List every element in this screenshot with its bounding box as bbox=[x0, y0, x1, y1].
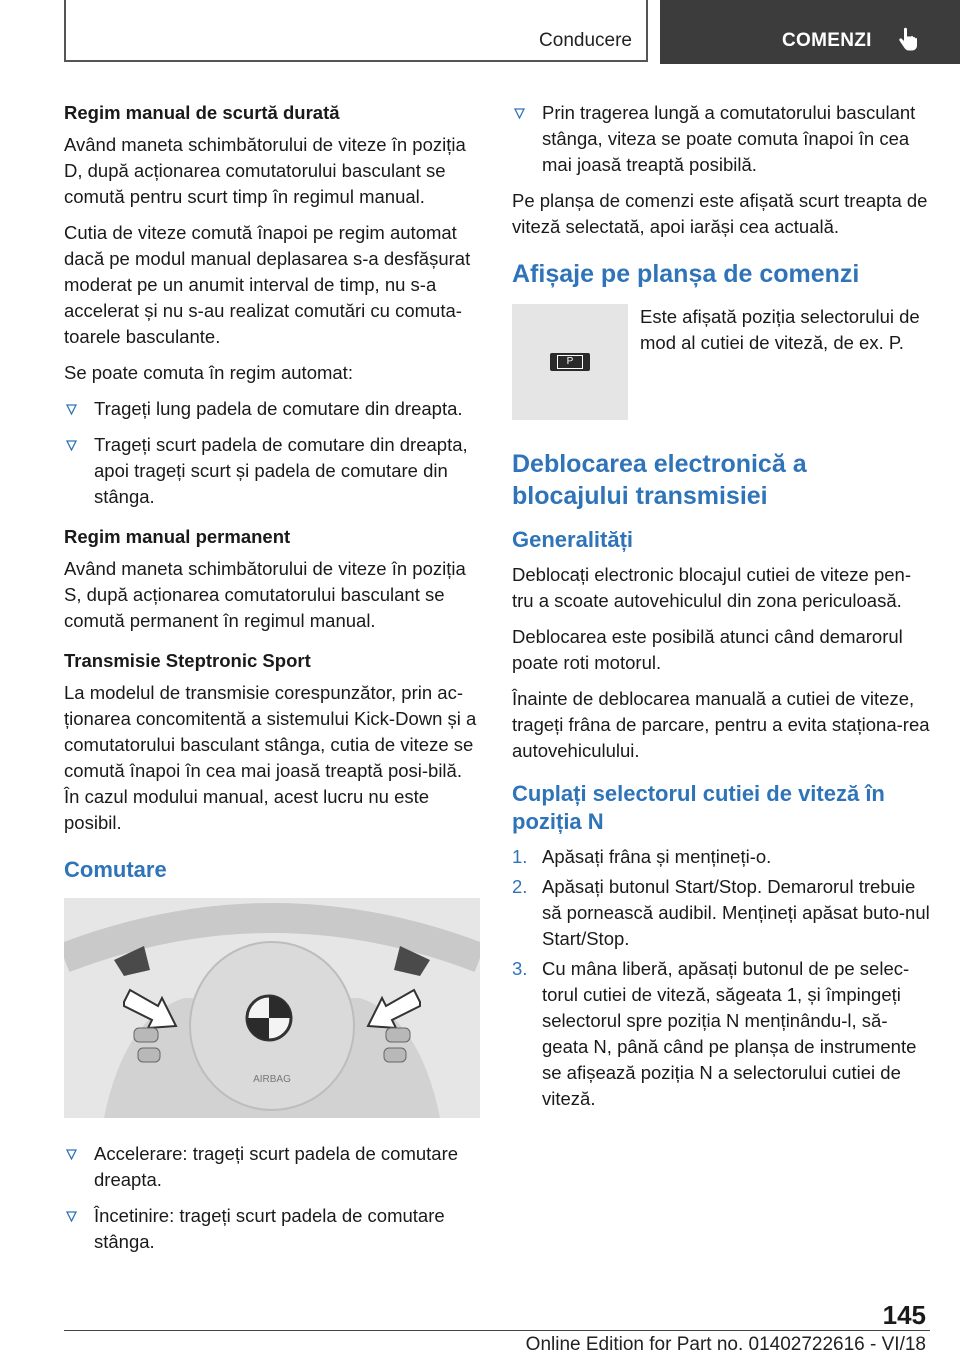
paragraph: Deblocarea este posibilă atunci când demarorul poate roti motorul. bbox=[512, 626, 903, 673]
bullet-text: Accelerare: trageți scurt padela de comutare dreapta. bbox=[94, 1143, 459, 1190]
paragraph: Având maneta schimbătorului de viteze în poziția D, după acționarea comutatorului basculant se comută pentru scurt timp în regimul manual. bbox=[64, 134, 466, 207]
subheading-short-manual: Regim manual de scurtă durată bbox=[64, 102, 340, 123]
step-number: 1. bbox=[512, 846, 528, 867]
bullet-item bbox=[512, 100, 930, 178]
heading-cuplati: Cuplați selectorul cutiei de viteză în poziția N bbox=[512, 781, 885, 834]
paragraph: Având maneta schimbătorului de viteze în poziția S, după acționarea comutatorului basculant se comută permanent în regimul manual. bbox=[64, 558, 466, 631]
heading-generalitati: Generalități bbox=[512, 527, 634, 552]
step-number: 2. bbox=[512, 876, 528, 897]
display-caption: Este afișată poziția selectorului de mod al cutiei de viteză, de ex. P. bbox=[640, 306, 920, 353]
step-text: Cu mâna liberă, apăsați butonul de pe selec‐torul cutiei de viteză, săgeata 1, și împingeți selectorul spre poziția N menținându-l, să‐geata N, până când pe planșa de instrumente se afișează poziția N a selectorului cutiei de viteză. bbox=[542, 958, 917, 1109]
paragraph: Pe planșa de comenzi este afișată scurt treapta de viteză selectată, apoi iarăși cea actuală. bbox=[512, 190, 928, 237]
subheading-steptronic: Transmisie Steptronic Sport bbox=[64, 650, 311, 671]
footer-divider bbox=[64, 1330, 930, 1331]
paragraph: Înainte de deblocarea manuală a cutiei de viteze, trageți frâna de parcare, pentru a evita staționa‐rea autovehiculului. bbox=[512, 688, 930, 761]
step-text: Apăsați butonul Start/Stop. Demarorul trebuie să pornească audibil. Mențineți apăsat buto‐nul Start/Stop. bbox=[542, 876, 930, 949]
triangle-bullet-icon bbox=[66, 440, 77, 451]
display-figure bbox=[512, 304, 930, 434]
right-column bbox=[512, 100, 930, 1116]
heading-deblocarea: Deblocarea electronică a blocajului transmisiei bbox=[512, 450, 807, 510]
bullet-text: Încetinire: trageți scurt padela de comutare stânga. bbox=[94, 1205, 445, 1252]
page-header bbox=[64, 0, 960, 64]
section-title: Conducere bbox=[539, 30, 632, 51]
step-number: 3. bbox=[512, 958, 528, 979]
triangle-bullet-icon bbox=[66, 404, 77, 415]
numbered-step bbox=[512, 844, 930, 870]
section-tab bbox=[64, 0, 648, 62]
steering-wheel-image bbox=[64, 898, 480, 1118]
left-column bbox=[64, 100, 482, 1265]
paragraph: Se poate comuta în regim automat: bbox=[64, 362, 353, 383]
bullet-item bbox=[64, 1141, 482, 1193]
subheading-permanent-manual: Regim manual permanent bbox=[64, 526, 291, 547]
bullet-item bbox=[64, 432, 482, 510]
bullet-item bbox=[64, 396, 482, 422]
heading-afisaje: Afișaje pe planșa de comenzi bbox=[512, 260, 860, 288]
numbered-step bbox=[512, 956, 930, 1112]
hand-pointer-icon bbox=[896, 27, 920, 53]
gear-glyph: P bbox=[557, 355, 583, 369]
gear-display-image bbox=[512, 304, 628, 420]
triangle-bullet-icon bbox=[514, 108, 525, 119]
bullet-text: Trageți lung padela de comutare din dreapta. bbox=[94, 398, 463, 419]
numbered-step bbox=[512, 874, 930, 952]
footer-edition: Online Edition for Part no. 01402722616 - VI/18 bbox=[525, 1334, 926, 1355]
triangle-bullet-icon bbox=[66, 1211, 77, 1222]
airbag-label: AIRBAG bbox=[253, 1074, 291, 1085]
paragraph: La modelul de transmisie corespunzător, prin ac‐ționarea concomitentă a sistemului Kick-Down și a comutatorului basculant stânga, cutia de viteze se comută înapoi în cea mai joasă treaptă posi‐bilă. În cazul modului manual, acest lucru nu este posibil. bbox=[64, 682, 477, 833]
paragraph: Cutia de viteze comută înapoi pe regim automat dacă pe modul manual deplasarea s-a desfășurat moderat pe un anumit interval de timp, nu s-a accelerat și nu s-au realizat comutări cu comuta‐toarele basculante. bbox=[64, 222, 471, 347]
triangle-bullet-icon bbox=[66, 1149, 77, 1160]
chapter-title: COMENZI bbox=[782, 30, 872, 51]
bullet-item bbox=[64, 1203, 482, 1255]
bullet-text: Trageți scurt padela de comutare din dreapta, apoi trageți scurt și padela de comutare din stânga. bbox=[94, 434, 468, 507]
chapter-tab bbox=[660, 0, 960, 64]
heading-comutare: Comutare bbox=[64, 857, 167, 882]
paragraph: Deblocați electronic blocajul cutiei de viteze pen‐tru a scoate autovehiculul din zona periculoasă. bbox=[512, 564, 911, 611]
gear-indicator bbox=[550, 353, 590, 371]
page-number: 145 bbox=[882, 1300, 926, 1330]
bullet-text: Prin tragerea lungă a comutatorului basculant stânga, viteza se poate comuta înapoi în cea mai joasă treaptă posibilă. bbox=[542, 102, 916, 175]
step-text: Apăsați frâna și mențineți-o. bbox=[542, 846, 772, 867]
